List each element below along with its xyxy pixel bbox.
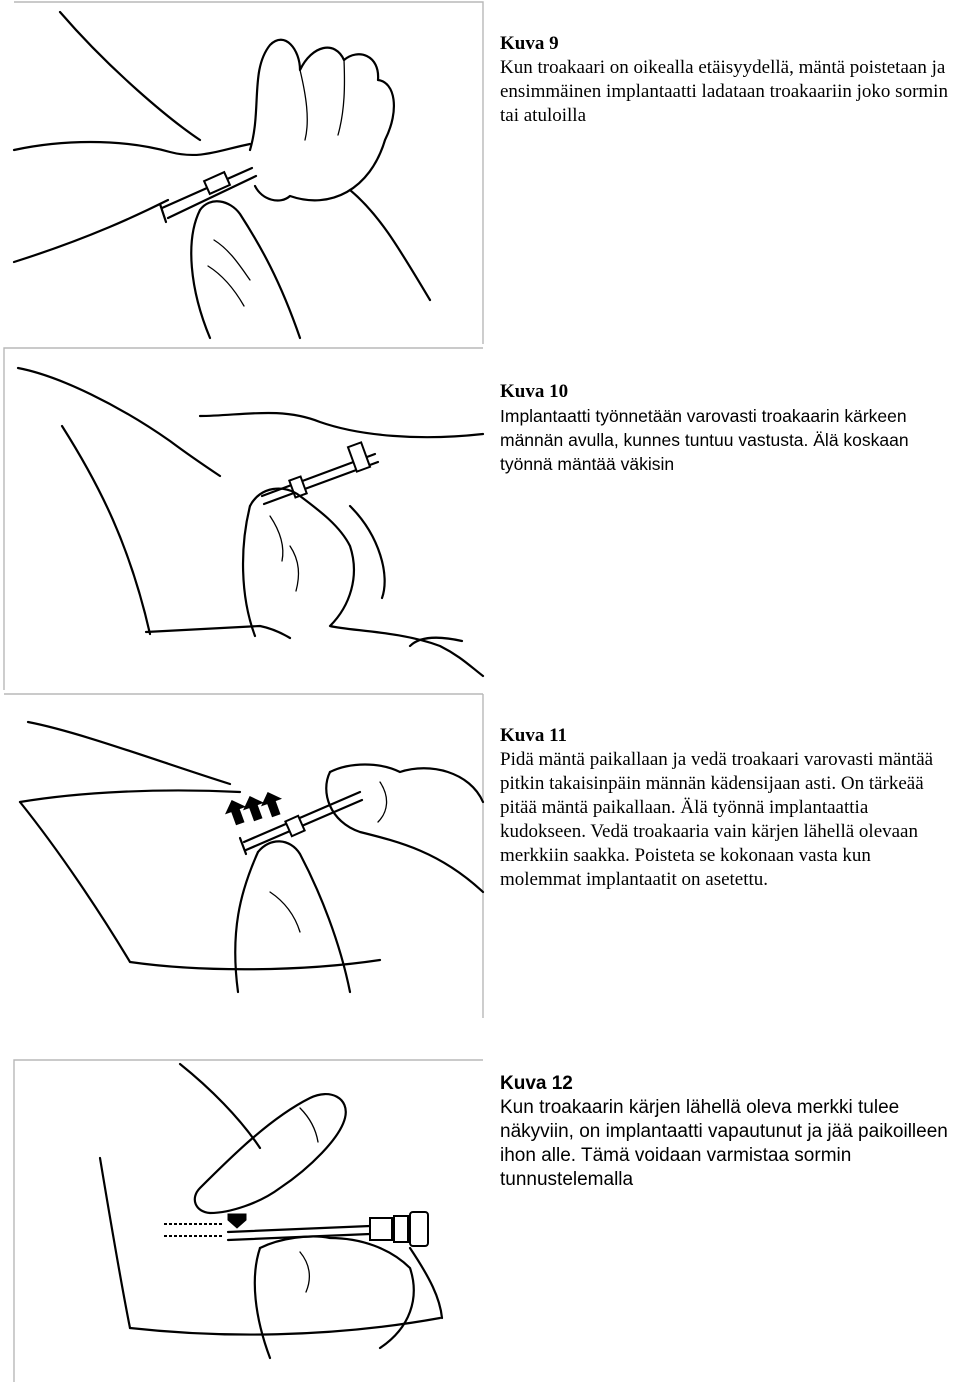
figure-kuva-12 bbox=[0, 1038, 960, 1384]
finger-palpating-implant-illustration bbox=[0, 1038, 485, 1384]
hand-loading-implant-illustration bbox=[0, 0, 485, 346]
caption bbox=[500, 380, 955, 476]
caption bbox=[500, 724, 955, 892]
caption-text: Kun troakaarin kärjen lähellä oleva merkki tulee näkyviin, on implantaatti vapautunut ja jää paikoilleen ihon alle. Tämä voidaan varmistaa sormin tunnustelemalla bbox=[500, 1097, 948, 1190]
caption-title: Kuva 10 bbox=[500, 381, 569, 402]
caption bbox=[500, 1072, 955, 1192]
caption-text: Pidä mäntä paikallaan ja vedä troakaari varovasti mäntää pitkin takaisinpäin männän kädensijaan asti. On tärkeää pitää mäntä paikallaan. Älä työnnä implantaattia kudokseen. Vedä troakaaria vain kärjen lähellä olevaan merkkiin saakka. Poisteta se kokonaan vasta kun molemmat implantaatit on asetettu. bbox=[500, 749, 934, 890]
hand-pushing-plunger-illustration bbox=[0, 346, 485, 692]
caption-title: Kuva 9 bbox=[500, 33, 559, 54]
hand-withdrawing-trocar-illustration bbox=[0, 692, 485, 1038]
caption-title: Kuva 12 bbox=[500, 1073, 573, 1094]
caption bbox=[500, 32, 955, 128]
caption-text: Kun troakaari on oikealla etäisyydellä, mäntä poistetaan ja ensimmäinen implantaatti ladataan troakaariin joko sormin tai atuloilla bbox=[500, 57, 948, 126]
figure-kuva-11 bbox=[0, 692, 960, 1038]
caption-title: Kuva 11 bbox=[500, 725, 568, 746]
caption-text: Implantaatti työnnetään varovasti troakaarin kärkeen männän avulla, kunnes tuntuu vastusta. Älä koskaan työnnä mäntää väkisin bbox=[500, 406, 909, 474]
figure-kuva-10 bbox=[0, 346, 960, 692]
direction-arrows-icon bbox=[222, 789, 285, 826]
figure-kuva-9 bbox=[0, 0, 960, 346]
